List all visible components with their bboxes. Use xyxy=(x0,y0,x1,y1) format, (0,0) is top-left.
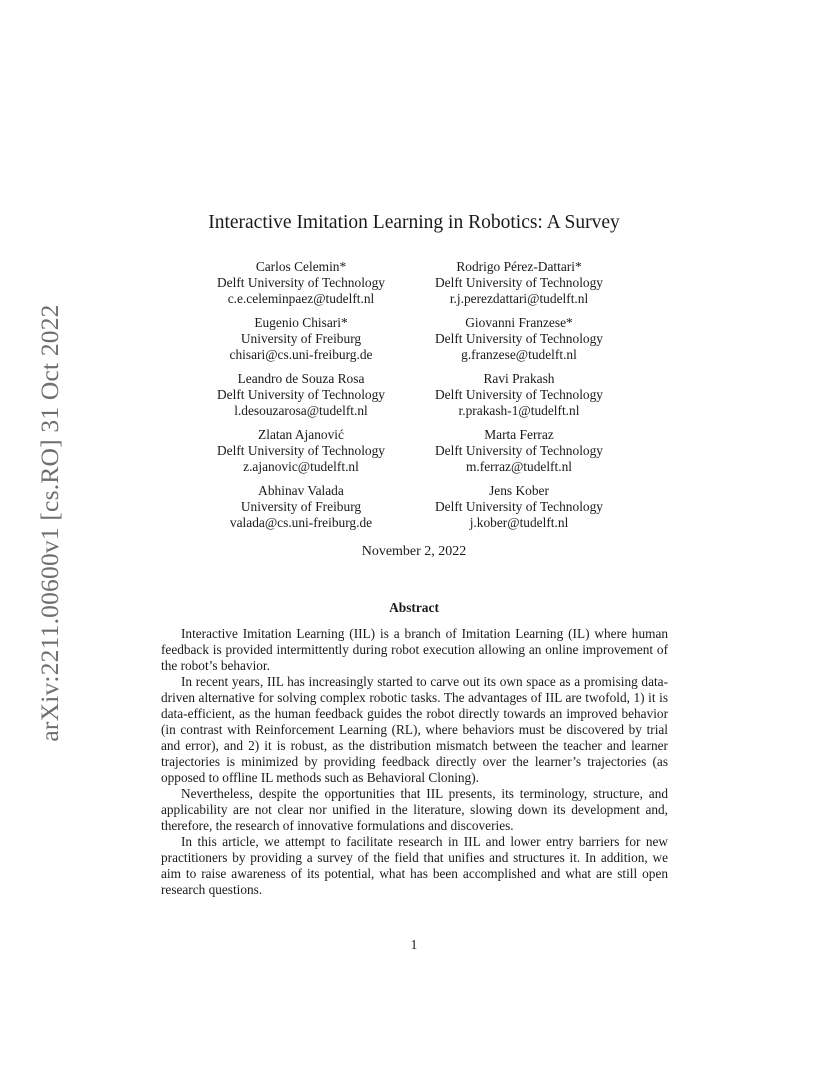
author-name: Zlatan Ajanović xyxy=(258,427,344,442)
author-block xyxy=(181,483,421,531)
author-block xyxy=(181,259,421,307)
author-block xyxy=(399,427,639,475)
author-affiliation: Delft University of Technology xyxy=(434,499,604,514)
author-block xyxy=(399,315,639,363)
author-block xyxy=(181,427,421,475)
author-block xyxy=(399,371,639,419)
author-name: Jens Kober xyxy=(489,483,549,498)
author-block xyxy=(181,371,421,419)
author-name: Giovanni Franzese* xyxy=(465,315,573,330)
author-affiliation: Delft University of Technology xyxy=(434,443,604,458)
author-name: Abhinav Valada xyxy=(258,483,344,498)
author-block xyxy=(399,483,639,531)
author-email: r.j.perezdattari@tudelft.nl xyxy=(449,291,589,306)
author-email: l.desouzarosa@tudelft.nl xyxy=(234,403,368,418)
author-affiliation: Delft University of Technology xyxy=(434,387,604,402)
author-email: z.ajanovic@tudelft.nl xyxy=(243,459,359,474)
paper-title: Interactive Imitation Learning in Robotics: A Survey xyxy=(208,212,620,233)
author-affiliation: Delft University of Technology xyxy=(216,387,386,402)
author-block xyxy=(181,315,421,363)
author-email: g.franzese@tudelft.nl xyxy=(461,347,577,362)
author-name: Rodrigo Pérez-Dattari* xyxy=(456,259,582,274)
abstract-paragraph: In recent years, IIL has increasingly started to carve out its own space as a promising data-driven alternative for solving complex robotic tasks. The advantages of IIL are twofold, 1) it is data-efficient, as the human feedback guides the robot directly towards an improved behavior (in contrast with Reinforcement Learning (RL), where behaviors must be discovered by trial and error), and 2) it is robust, as the distribution mismatch between the teacher and learner trajectories is minimized by providing feedback directly over the learner’s trajectories (as opposed to offline IL methods such as Behavioral Cloning). xyxy=(161,674,668,785)
author-email: c.e.celeminpaez@tudelft.nl xyxy=(227,291,375,306)
author-affiliation: University of Freiburg xyxy=(240,499,362,514)
author-affiliation: Delft University of Technology xyxy=(434,275,604,290)
page-number: 1 xyxy=(410,937,418,952)
author-affiliation: University of Freiburg xyxy=(240,331,362,346)
abstract-body xyxy=(161,626,668,898)
author-affiliation: Delft University of Technology xyxy=(434,331,604,346)
author-email: valada@cs.uni-freiburg.de xyxy=(229,515,373,530)
author-name: Ravi Prakash xyxy=(483,371,555,386)
arxiv-identifier-stamp: arXiv:2211.00600v1 [cs.RO] 31 Oct 2022 xyxy=(35,304,64,742)
author-name: Marta Ferraz xyxy=(484,427,554,442)
abstract-paragraph: Nevertheless, despite the opportunities that IIL presents, its terminology, structure, and applicability are not clear nor unified in the literature, slowing down its development and, therefore, the research of innovative formulations and discoveries. xyxy=(161,786,668,833)
author-affiliation: Delft University of Technology xyxy=(216,443,386,458)
author-name: Eugenio Chisari* xyxy=(254,315,348,330)
author-name: Carlos Celemin* xyxy=(255,259,347,274)
abstract-heading: Abstract xyxy=(389,600,439,615)
author-affiliation: Delft University of Technology xyxy=(216,275,386,290)
author-email: chisari@cs.uni-freiburg.de xyxy=(229,347,373,362)
publication-date: November 2, 2022 xyxy=(361,544,467,559)
author-email: m.ferraz@tudelft.nl xyxy=(465,459,573,474)
abstract-paragraph: Interactive Imitation Learning (IIL) is a branch of Imitation Learning (IL) where human feedback is provided intermittently during robot execution allowing an online improvement of the robot’s behavior. xyxy=(161,626,668,673)
author-block xyxy=(399,259,639,307)
author-email: r.prakash-1@tudelft.nl xyxy=(458,403,580,418)
abstract-paragraph: In this article, we attempt to facilitate research in IIL and lower entry barriers for new practitioners by providing a survey of the field that unifies and structures it. In addition, we aim to raise awareness of its potential, what has been accomplished and what are still open research questions. xyxy=(161,834,668,897)
author-email: j.kober@tudelft.nl xyxy=(469,515,569,530)
author-name: Leandro de Souza Rosa xyxy=(237,371,365,386)
